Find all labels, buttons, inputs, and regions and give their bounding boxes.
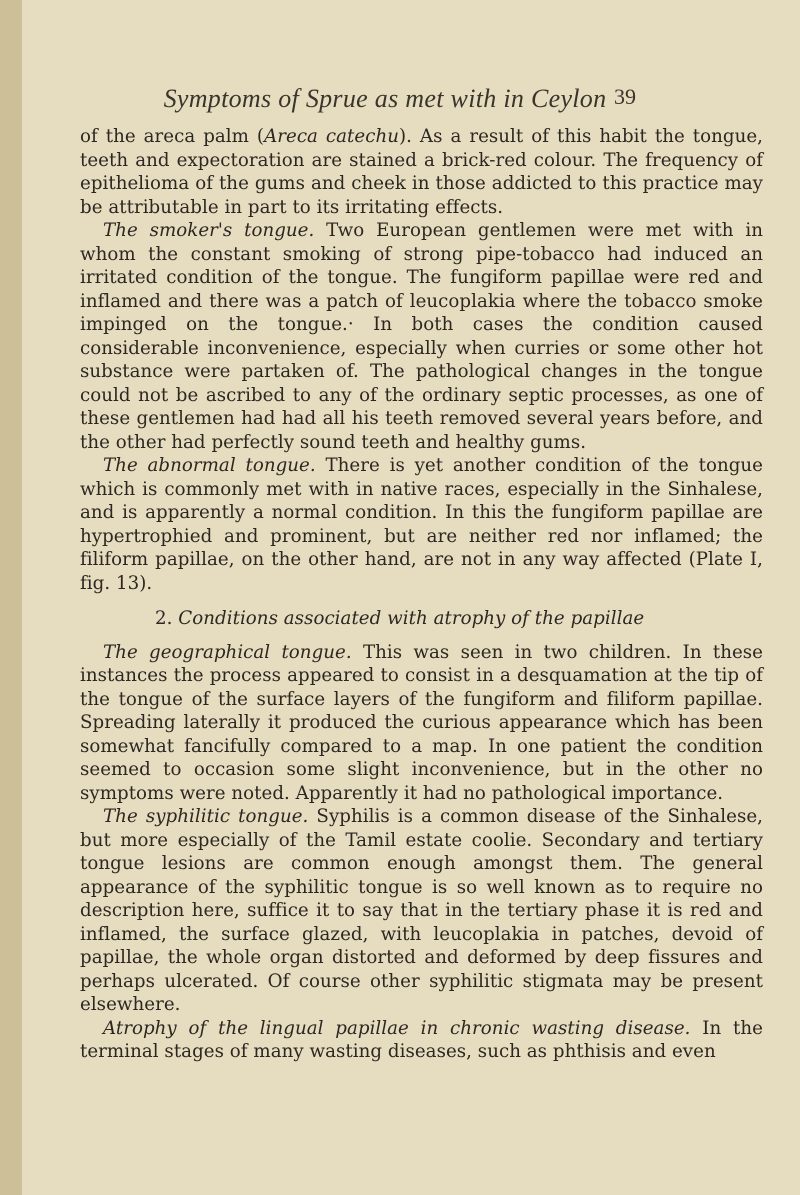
paragraph-lead-heading: The abnormal tongue. (103, 455, 316, 476)
paragraph-lead-heading: Atrophy of the lingual papillae in chronic wasting disease. (103, 1017, 691, 1039)
paragraph-syphilitic-tongue (80, 805, 763, 1017)
section-title: Conditions associated with atrophy of the papillae (178, 608, 645, 629)
paragraph-atrophy-lingual-papillae (80, 1017, 763, 1064)
paragraph-abnormal-tongue (80, 454, 763, 595)
paragraph-text-pre: of the areca palm ( (80, 126, 265, 147)
paragraph-text: Syphilis is a common disease of the Sinhalese, but more especially of the Tamil estate coolie. Secondary and tertiary tongue lesions are common enough amongst them. The general appearance of the syphilitic tongue is so well known as to require no description here, suffice it to say that in the tertiary phase it is red and inflamed, the surface glazed, with leucoplakia in patches, devoid of papillae, the whole organ distorted and deformed by deep fissures and perhaps ulcerated. Of course other syphilitic stigmata may be present elsewhere. (80, 806, 763, 1015)
page-header (0, 80, 800, 120)
paragraph-geographical-tongue (80, 641, 763, 806)
paragraph-text: Two European gentlemen were met with in whom the constant smoking of strong pipe-tobacco had induced an irritated condition of the tongue. The fungiform papillae were red and inflamed and there was a patch of leucoplakia where the tobacco smoke impinged on the tongue.· In both cases the condition caused considerable inconvenience, especially when curries or some other hot substance were partaken of. The pathological changes in the tongue could not be ascribed to any of the ordinary septic processes, as one of these gentlemen had had all his teeth removed several years before, and the other had perfectly sound teeth and healthy gums. (80, 220, 764, 453)
section-heading (80, 607, 763, 631)
paragraph-lead-heading: The smoker's tongue. (103, 220, 315, 241)
page-body (80, 125, 763, 1064)
paragraph-lead-heading: The geographical tongue. (103, 641, 352, 663)
page-number: 39 (614, 84, 636, 109)
paragraph-text: There is yet another condition of the tongue which is commonly met with in native races, especially in the Sinhalese, and is apparently a normal condition. In this the fungiform papillae are hypertrophied and prominent, but are neither red nor inflamed; the filiform papillae, on the other hand, are not in any way affected (Plate I, fig. 13). (80, 455, 763, 594)
section-number: 2. (155, 608, 173, 629)
paragraph-text: In the terminal stages of many wasting diseases, such as phthisis and even (80, 1017, 763, 1062)
paragraph-areca (80, 125, 763, 219)
paragraph-text: ). As a result of this habit the tongue, teeth and expectoration are stained a brick-red colour. The frequency of epithelioma of the gums and cheek in those addicted to this practice may be attributable in part to its irritating effects. (80, 126, 763, 218)
paragraph-lead-heading: The syphilitic tongue. (103, 806, 309, 827)
paragraph-inline-italic: Areca catechu (264, 126, 399, 147)
paragraph-text: This was seen in two children. In these instances the process appeared to consist in a desquamation at the tip of the tongue of the surface layers of the fungiform and filiform papillae. Spreading laterally it produced the curious appearance which has been somewhat fancifully compared to a map. In one patient the condition seemed to occasion some slight inconvenience, but in the other no symptoms were noted. Apparently it had no pathological importance. (80, 641, 763, 804)
running-title: Symptoms of Sprue as met with in Ceylon (163, 84, 607, 113)
paragraph-smokers-tongue (80, 219, 763, 454)
